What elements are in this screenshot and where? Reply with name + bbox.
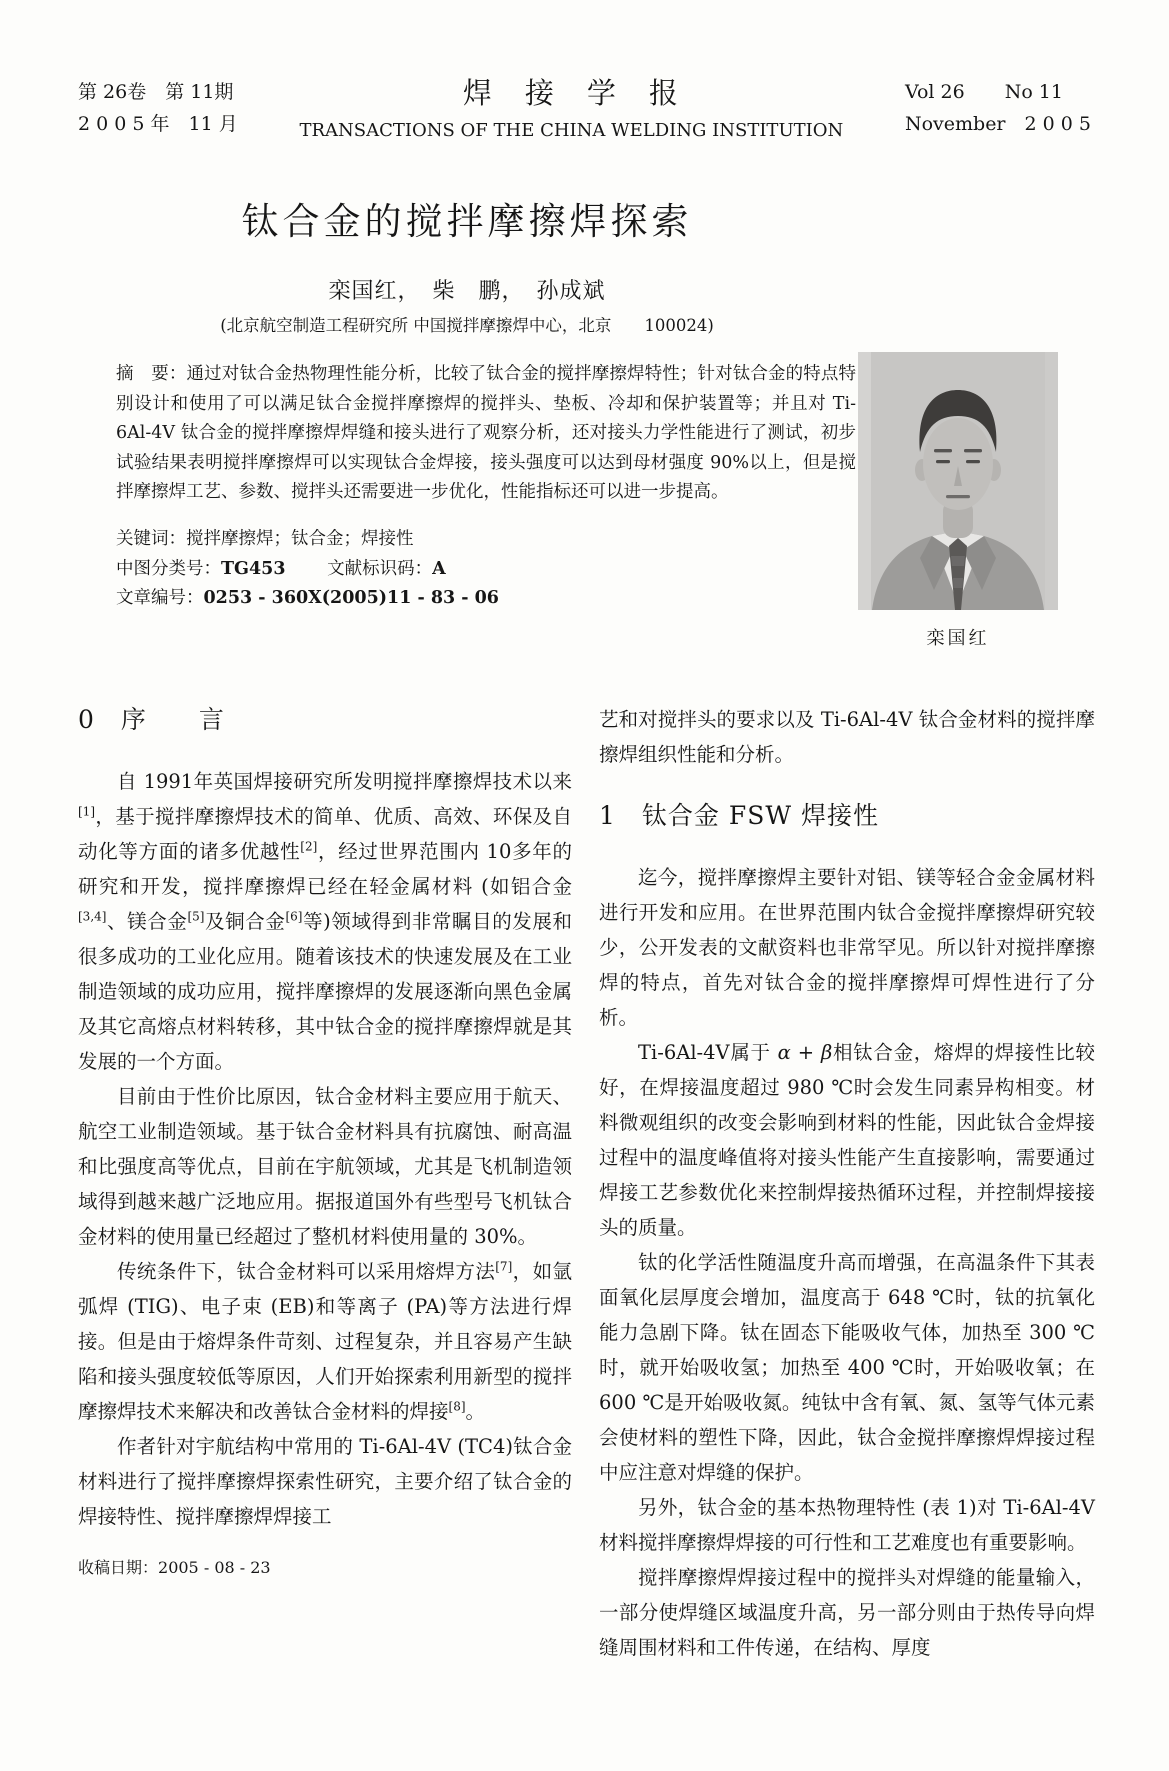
issue-info-en xyxy=(905,76,1091,140)
reference-marker: [6] xyxy=(285,909,303,924)
section-number: 0 xyxy=(78,705,95,734)
doc-code-pair xyxy=(327,559,446,579)
right-column-text xyxy=(599,860,1095,1665)
abstract xyxy=(116,360,856,508)
reference-marker: [8] xyxy=(448,1399,466,1414)
right-column xyxy=(599,702,1095,1665)
keywords-line xyxy=(116,525,856,555)
paragraph: 传统条件下，钛合金材料可以采用熔焊方法[7]，如氩弧焊 (TIG)、电子束 (EB)和等离子 (PA)等方法进行焊接。但是由于熔焊条件苛刻、过程复杂，并且容易产生缺陷和接头强度较低等原因，人们开始探索利用新型的搅拌摩擦焊技术来解决和改善钛合金材料的焊接[8]。 xyxy=(78,1259,572,1423)
reference-marker: [1] xyxy=(78,804,95,819)
clc-value: TG453 xyxy=(221,558,286,579)
section-heading-1 xyxy=(599,798,1095,834)
section-title: 钛合金 FSW 焊接性 xyxy=(641,801,879,830)
reference-marker: [2] xyxy=(300,839,318,854)
reference-marker: [3,4] xyxy=(78,909,107,924)
received-date-line xyxy=(78,1550,572,1585)
received-label: 收稿日期： xyxy=(78,1558,159,1577)
volume-issue-cn: 第 26卷 第 11期 xyxy=(78,81,234,103)
journal-name-cn: 焊 接 学 报 xyxy=(462,76,680,110)
article-meta-line xyxy=(116,555,856,614)
article-id-label: 文章编号： xyxy=(116,588,204,609)
article-affiliation: (北京航空制造工程研究所 中国搅拌摩擦焊中心，北京 100024) xyxy=(220,316,714,336)
date-cn: 2 0 0 5 年 11 月 xyxy=(78,113,238,135)
clc-pair xyxy=(116,559,286,579)
section-number: 1 xyxy=(599,801,616,830)
author-photo xyxy=(858,352,1058,610)
paragraph: 目前由于性价比原因，钛合金材料主要应用于航天、航空工业制造领域。基于钛合金材料具有抗腐蚀、耐高温和比强度高等优点，目前在宇航领域，尤其是飞机制造领域得到越来越广泛地应用。据报道国外有些型号飞机钛合金材料的使用量已经超过了整机材料使用量的 30%。 xyxy=(78,1085,572,1248)
portrait-photo-image xyxy=(858,352,1058,610)
journal-title-block xyxy=(238,76,905,141)
paragraph: 搅拌摩擦焊焊接过程中的搅拌头对焊缝的能量输入，一部分使焊缝区域温度升高，另一部分则由于热传导向焊缝周围材料和工件传递，在结构、厚度 xyxy=(599,1566,1095,1659)
paragraph: 自 1991年英国焊接研究所发明搅拌摩擦焊技术以来[1]，基于搅拌摩擦焊技术的简单、优质、高效、环保及自动化等方面的诸多优越性[2]，经过世界范围内 10多年的研究和开发，搅拌摩擦焊已经在轻金属材料 (如铝合金[3,4]、镁合金[5]及铜合金[6]等)领域得到非常瞩目的发展和很多成功的工业化应用。随着该技术的快速发展及在工业制造领域的成功应用，搅拌摩擦焊的发展逐渐向黑色金属及其它高熔点材料转移，其中钛合金的搅拌摩擦焊就是其发展的一个方面。 xyxy=(78,770,572,1073)
front-matter xyxy=(78,200,856,614)
paragraph: 作者针对宇航结构中常用的 Ti-6Al-4V (TC4)钛合金材料进行了搅拌摩擦焊探索性研究，主要介绍了钛合金的焊接特性、搅拌摩擦焊焊接工 xyxy=(78,1435,572,1528)
article-title: 钛合金的搅拌摩擦焊探索 xyxy=(241,200,693,243)
reference-marker: [7] xyxy=(495,1259,513,1274)
paragraph: 艺和对搅拌头的要求以及 Ti-6Al-4V 钛合金材料的搅拌摩擦焊组织性能和分析。 xyxy=(599,708,1095,766)
keywords-text: 搅拌摩擦焊；钛合金；焊接性 xyxy=(186,529,414,550)
paragraph: 钛的化学活性随温度升高而增强，在高温条件下其表面氧化层厚度会增加，温度高于 648 ℃时，钛的抗氧化能力急剧下降。钛在固态下能吸收气体，加热至 300 ℃时，就开始吸收氢；加热至 400 ℃时，开始吸收氧；在 600 ℃是开始吸收氮。纯钛中含有氧、氮、氢等气体元素会使材料的塑性下降，因此，钛合金搅拌摩擦焊焊接过程中应注意对焊缝的保护。 xyxy=(599,1251,1095,1484)
issue-en: No 11 xyxy=(1004,81,1063,103)
article-id-value: 0253 - 360X(2005)11 - 83 - 06 xyxy=(203,588,499,609)
article-id-pair xyxy=(116,588,499,608)
abstract-text: 通过对钛合金热物理性能分析，比较了钛合金的搅拌摩擦焊特性；针对钛合金的特点特别设计和使用了可以满足钛合金搅拌摩擦焊的搅拌头、垫板、冷却和保护装置等；并且对 Ti-6Al-4V 钛合金的搅拌摩擦焊焊缝和接头进行了观察分析，还对接头力学性能进行了测试，初步试验结果表明搅拌摩擦焊可以实现钛合金焊接，接头强度可以达到母材强度 90%以上，但是搅拌摩擦焊工艺、参数、搅拌头还需要进一步优化，性能指标还可以进一步提高。 xyxy=(116,364,857,503)
left-column xyxy=(78,702,572,1585)
reference-marker: [5] xyxy=(187,909,205,924)
paragraph: 迄今，搅拌摩擦焊主要针对铝、镁等轻合金金属材料进行开发和应用。在世界范围内钛合金搅拌摩擦焊研究较少，公开发表的文献资料也非常罕见。所以针对搅拌摩擦焊的特点，首先对钛合金的搅拌摩擦焊可焊性进行了分析。 xyxy=(599,866,1095,1029)
volume-en: Vol 26 xyxy=(904,81,965,103)
abstract-label: 摘 要： xyxy=(116,364,187,385)
doc-code-label: 文献标识码： xyxy=(327,558,433,579)
paragraph: 另外，钛合金的基本热物理特性 (表 1)对 Ti-6Al-4V材料搅拌摩擦焊焊接的可行性和工艺难度也有重要影响。 xyxy=(599,1496,1095,1554)
journal-masthead xyxy=(78,76,1091,141)
section-heading-0 xyxy=(78,702,572,738)
journal-name-en: TRANSACTIONS OF THE CHINA WELDING INSTITUTION xyxy=(299,119,844,141)
volume-issue-en xyxy=(905,76,1091,108)
doc-code-value: A xyxy=(432,558,446,579)
math-variable: α + β xyxy=(777,1041,833,1064)
left-column-text xyxy=(78,764,572,1534)
section-title: 序 言 xyxy=(120,705,225,734)
paragraph: Ti-6Al-4V属于 α + β相钛合金，熔焊的焊接性比较好，在焊接温度超过 980 ℃时会发生同素异构相变。材料微观组织的改变会影响到材料的性能，因此钛合金焊接过程中的温度峰值将对接头性能产生直接影响，需要通过焊接工艺参数优化来控制焊接热循环过程，并控制焊接接头的质量。 xyxy=(599,1041,1095,1239)
received-date: 2005 - 08 - 23 xyxy=(158,1558,271,1577)
clc-label: 中图分类号： xyxy=(116,558,221,579)
date-en: November 2 0 0 5 xyxy=(904,113,1091,135)
keywords-label: 关键词： xyxy=(116,529,186,550)
right-column-intro xyxy=(599,702,1095,772)
photo-caption: 栾国红 xyxy=(926,628,990,649)
article-authors: 栾国红， 柴 鹏， 孙成斌 xyxy=(328,279,606,305)
issue-info-cn xyxy=(78,76,238,140)
